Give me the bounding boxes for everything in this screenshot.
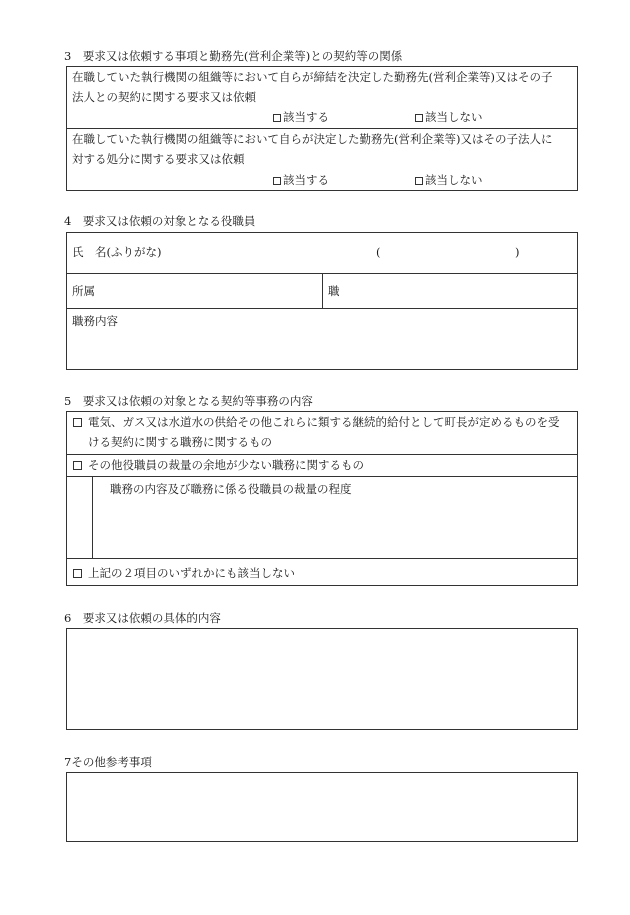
section5-option1-checkbox[interactable]	[73, 414, 560, 430]
section5-heading: 5 要求又は依頼の対象となる契約等事務の内容	[64, 394, 313, 408]
section4-heading: 4 要求又は依頼の対象となる役職員	[64, 214, 256, 228]
section3-row2-no-label: 該当しない	[425, 173, 483, 187]
duties-label: 職務内容	[72, 314, 118, 328]
section3-row2-line1: 在職していた執行機関の組織等において自らが決定した勤務先(営利企業等)又はその子法人に	[72, 132, 553, 146]
name-paren-open: (	[376, 245, 381, 259]
section5-option2-checkbox[interactable]	[73, 457, 364, 473]
section5-option3-label: 上記の２項目のいずれかにも該当しない	[88, 566, 295, 580]
name-label: 氏 名(ふりがな)	[72, 245, 162, 259]
section3-row1-no-checkbox[interactable]	[415, 109, 483, 125]
position-label: 職	[328, 284, 340, 298]
section5-divider-1	[66, 454, 578, 455]
section3-row1-line1: 在職していた執行機関の組織等において自らが締結を決定した勤務先(営利企業等)又はその子	[72, 70, 553, 84]
section5-divider-3	[66, 558, 578, 559]
checkbox-icon	[273, 177, 281, 185]
name-paren-close: )	[515, 245, 520, 259]
section3-row2-yes-checkbox[interactable]	[273, 172, 329, 188]
section5-option1-line1: 電気、ガス又は水道水の供給その他これらに類する継続的給付として町長が定めるものを受	[88, 415, 560, 429]
section3-row1-line2: 法人との契約に関する要求又は依頼	[72, 90, 256, 104]
section3-row1-yes-checkbox[interactable]	[273, 109, 329, 125]
section4-divider-2	[66, 308, 578, 309]
section3-row1-yes-label: 該当する	[283, 110, 329, 124]
section5-divider-2	[66, 476, 578, 477]
section5-option2-sub-label: 職務の内容及び職務に係る役職員の裁量の程度	[110, 482, 352, 496]
name-furigana-field[interactable]	[386, 240, 510, 264]
section3-row1-no-label: 該当しない	[425, 110, 483, 124]
checkbox-icon	[273, 114, 281, 122]
checkbox-icon	[73, 569, 82, 578]
section3-row-divider	[66, 128, 578, 129]
section5-sub-indent-line	[92, 476, 93, 558]
section5-option1-line2: ける契約に関する職務に関するもの	[88, 435, 272, 449]
section5-option3-checkbox[interactable]	[73, 565, 295, 581]
section7-heading: 7その他参考事項	[64, 755, 152, 769]
section5-option2-label: その他役職員の裁量の余地が少ない職務に関するもの	[88, 458, 364, 472]
section3-row2-line2: 対する処分に関する要求又は依頼	[72, 152, 245, 166]
section6-textbox[interactable]	[66, 628, 578, 730]
affiliation-label: 所属	[72, 284, 95, 298]
section3-row2-no-checkbox[interactable]	[415, 172, 483, 188]
checkbox-icon	[415, 177, 423, 185]
checkbox-icon	[73, 418, 82, 427]
section4-col-divider	[322, 273, 323, 308]
checkbox-icon	[73, 461, 82, 470]
section3-row2-yes-label: 該当する	[283, 173, 329, 187]
section3-heading: 3 要求又は依頼する事項と勤務先(営利企業等)との契約等の関係	[64, 49, 403, 63]
section7-textbox[interactable]	[66, 772, 578, 842]
checkbox-icon	[415, 114, 423, 122]
section6-heading: 6 要求又は依頼の具体的内容	[64, 611, 221, 625]
